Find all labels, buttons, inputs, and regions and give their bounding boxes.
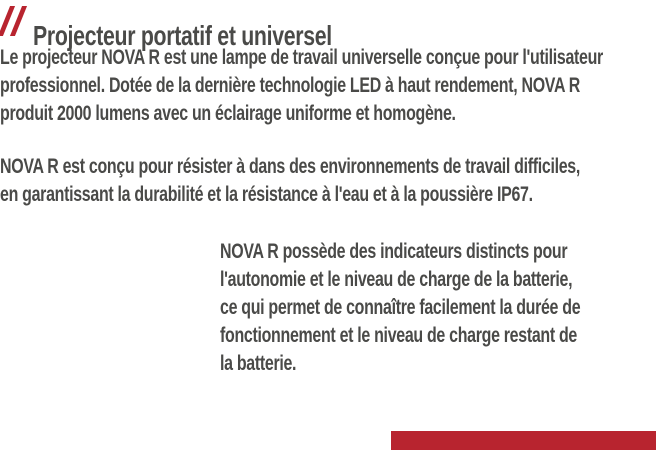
bottom-accent-bar — [391, 431, 656, 450]
text-line: NOVA R est conçu pour résister à dans des environnements de travail difficiles, — [0, 155, 580, 178]
text-line: NOVA R possède des indicateurs distincts pour — [220, 240, 568, 263]
text-line: Le projecteur NOVA R est une lampe de travail universelle conçue pour l'utilisateur — [0, 46, 603, 69]
text-line: fonctionnement et le niveau de charge restant de — [220, 324, 578, 347]
intro-paragraph — [0, 44, 603, 128]
text-line: produit 2000 lumens avec un éclairage uniforme et homogène. — [0, 102, 456, 125]
text-line: en garantissant la durabilité et la résistance à l'eau et à la poussière IP67. — [0, 183, 533, 206]
indicators-paragraph — [220, 238, 580, 378]
durability-paragraph — [0, 153, 580, 209]
text-line: professionnel. Dotée de la dernière technologie LED à haut rendement, NOVA R — [0, 74, 580, 97]
text-line: l'autonomie et le niveau de charge de la batterie, — [220, 268, 573, 291]
double-slash-icon — [4, 6, 36, 37]
text-line: la batterie. — [220, 352, 297, 375]
page-title: Projecteur portatif et universel — [33, 19, 332, 51]
text-line: ce qui permet de connaître facilement la durée de — [220, 296, 581, 319]
